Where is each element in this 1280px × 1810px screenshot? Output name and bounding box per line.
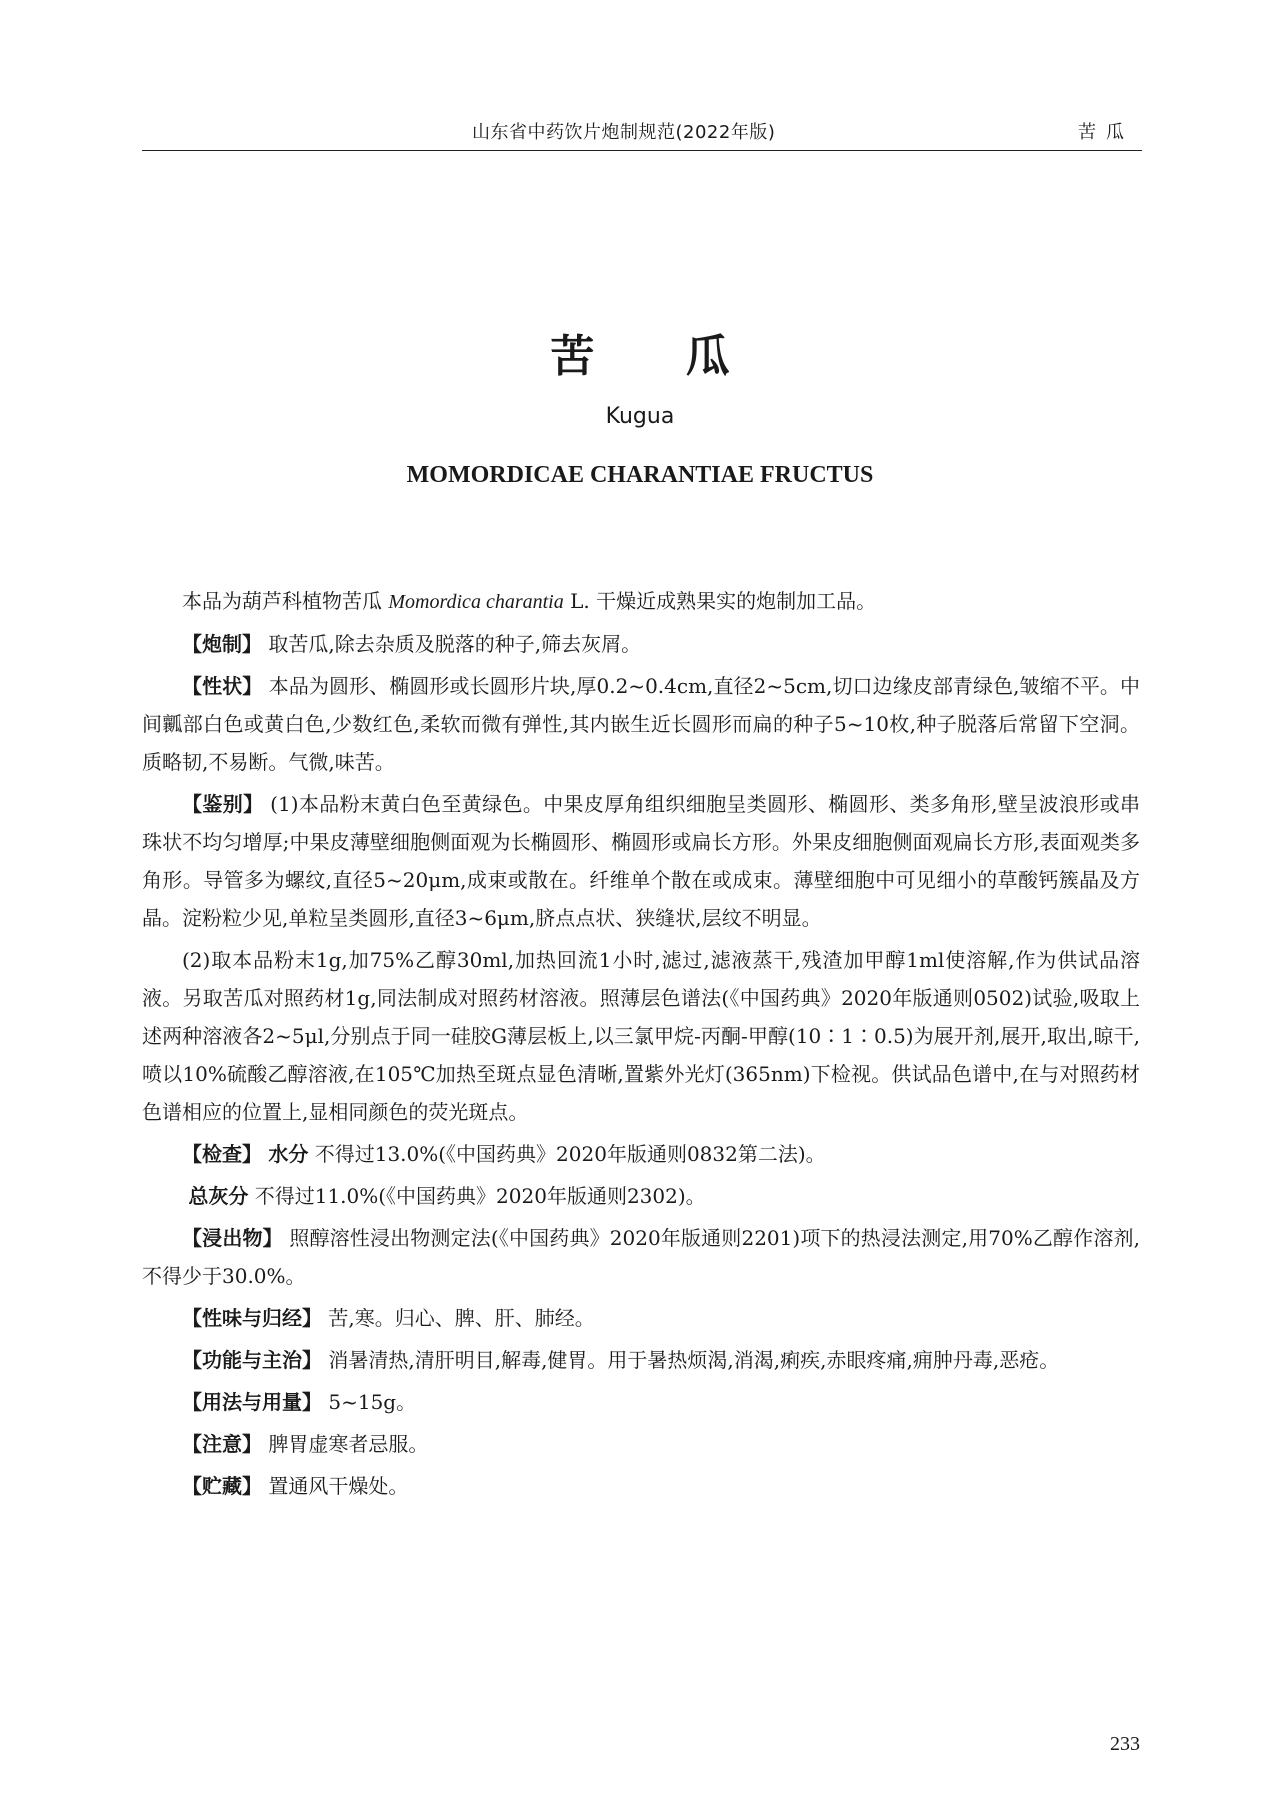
latin-name: MOMORDICAE CHARANTIAE FRUCTUS: [406, 462, 874, 488]
moisture-label: 水分: [268, 1142, 309, 1166]
ash-label: 总灰分: [188, 1184, 249, 1208]
section-label: 【注意】: [182, 1432, 262, 1456]
page-title: 苦 瓜: [550, 331, 768, 382]
function-section: 【功能与主治】 消暑清热,清肝明目,解毒,健胃。用于暑热烦渴,消渴,痢疾,赤眼疼痛,痈肿丹毒,恶疮。: [182, 1348, 1060, 1372]
header-item-name: 苦瓜: [1078, 122, 1134, 143]
description-section: 【性状】 本品为圆形、椭圆形或长圆形片块,厚0.2~0.4cm,直径2~5cm,切口边缘皮部青绿色,皱缩不平。中间瓤部白色或黄白色,少数红色,柔软而微有弹性,其内嵌生近长圆形而扁的种子5~10枚,种子脱落后常留下空洞。质略韧,不易断。气微,味苦。: [142, 674, 1141, 774]
processing-section: 【炮制】 取苦瓜,除去杂质及脱落的种子,筛去灰屑。: [182, 632, 642, 656]
section-label: 【浸出物】: [182, 1226, 283, 1250]
intro-paragraph: 本品为葫芦科植物苦瓜 Momordica charantia L. 干燥近成熟果实的炮制加工品。: [182, 589, 877, 613]
section-label: 【性状】: [182, 674, 263, 698]
page-number: 233: [1110, 1733, 1140, 1755]
section-label: 【鉴别】: [182, 792, 264, 816]
nature-section: 【性味与归经】 苦,寒。归心、脾、肝、肺经。: [182, 1306, 595, 1330]
caution-section: 【注意】 脾胃虚寒者忌服。: [182, 1432, 429, 1456]
storage-section: 【贮藏】 置通风干燥处。: [182, 1474, 409, 1498]
section-label: 【贮藏】: [182, 1474, 262, 1498]
section-label: 【用法与用量】: [182, 1390, 322, 1414]
running-header: [142, 112, 1142, 151]
section-label: 【性味与归经】: [182, 1306, 322, 1330]
ash-subsection: 总灰分 不得过11.0%(《中国药典》2020年版通则2302)。: [188, 1184, 706, 1208]
pinyin-name: Kugua: [605, 404, 675, 429]
section-label: 【功能与主治】: [182, 1348, 322, 1372]
identification-tlc: (2)取本品粉末1g,加75%乙醇30ml,加热回流1小时,滤过,滤液蒸干,残渣加甲醇1ml使溶解,作为供试品溶液。另取苦瓜对照药材1g,同法制成对照药材溶液。照薄层色谱法(《中国药典》2020年版通则0502)试验,吸取上述两种溶液各2~5μl,分别点于同一硅胶G薄层板上,以三氯甲烷-丙酮-甲醇(10∶1∶0.5)为展开剂,展开,取出,晾干,喷以10%硫酸乙醇溶液,在105℃加热至斑点显色清晰,置紫外光灯(365nm)下检视。供试品色谱中,在与对照药材色谱相应的位置上,显相同颜色的荧光斑点。: [142, 948, 1140, 1124]
species-name: Momordica charantia: [388, 591, 564, 613]
section-label: 【检查】: [182, 1142, 262, 1166]
book-title: 山东省中药饮片炮制规范(2022年版): [472, 122, 776, 143]
section-label: 【炮制】: [182, 632, 262, 656]
monograph-body: [142, 582, 1140, 1509]
identification-section: 【鉴别】 (1)本品粉末黄白色至黄绿色。中果皮厚角组织细胞呈类圆形、椭圆形、类多角形,壁呈波浪形或串珠状不均匀增厚;中果皮薄壁细胞侧面观为长椭圆形、椭圆形或扁长方形。外果皮细胞侧面观扁长方形,表面观类多角形。导管多为螺纹,直径5~20μm,成束或散在。纤维单个散在或成束。薄壁细胞中可见细小的草酸钙簇晶及方晶。淀粉粒少见,单粒呈类圆形,直径3~6μm,脐点点状、狭缝状,层纹不明显。: [142, 792, 1141, 930]
inspection-section: 【检查】 水分 不得过13.0%(《中国药典》2020年版通则0832第二法)。: [182, 1142, 826, 1166]
dosage-section: 【用法与用量】 5~15g。: [182, 1390, 417, 1414]
extract-section: 【浸出物】 照醇溶性浸出物测定法(《中国药典》2020年版通则2201)项下的热浸法测定,用70%乙醇作溶剂,不得少于30.0%。: [142, 1226, 1141, 1288]
